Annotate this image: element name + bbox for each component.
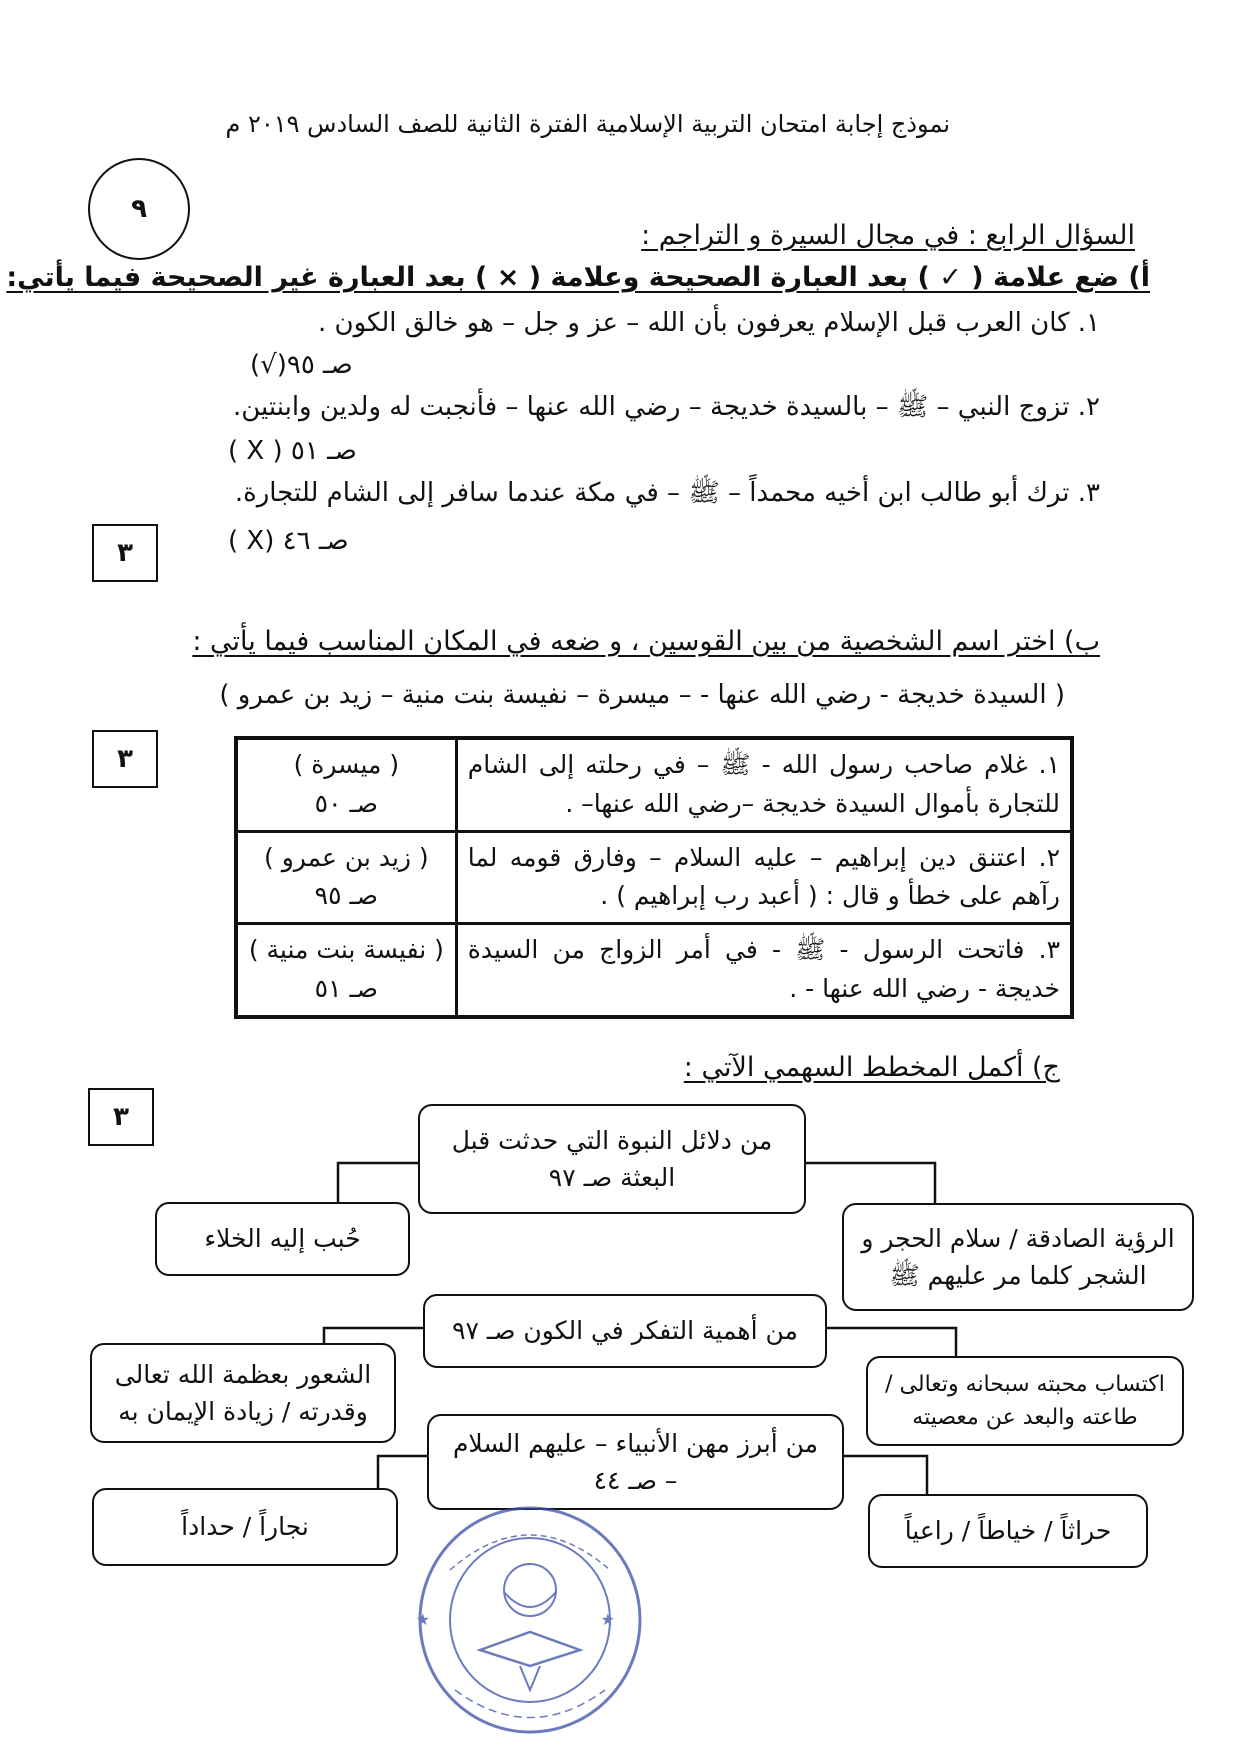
diagram-2-left: الشعور بعظمة الله تعالى وقدرته / زيادة الإيمان به [90,1343,396,1443]
page-number-circle [88,158,190,260]
table-row [236,738,1072,831]
part-c-score-box [88,1088,154,1146]
part-a-item-3: ٣. ترك أبو طالب ابن أخيه محمداً – ﷺ – في مكة عندما سافر إلى الشام للتجارة. [234,478,1100,508]
diagram-3-left: نجاراً / حداداً [92,1488,398,1566]
diagram-3-right: حراثاً / خياطاً / راعياً [868,1494,1148,1568]
diagram-1-left: حُبب إليه الخلاء [155,1202,410,1276]
diagram-2-right: اكتساب محبته سبحانه وتعالى / طاعته والبعد عن معصيته [866,1356,1184,1446]
part-c-instruction: ج) أكمل المخطط السهمي الآتي : [683,1052,1060,1083]
part-b-score: ٣ [117,744,133,774]
part-a-item-1: ١. كان العرب قبل الإسلام يعرفون بأن الله – عز و جل – هو خالق الكون . [317,308,1100,338]
table-answer: ( نفيسة بنت منية ) [248,935,444,964]
table-question: ١. غلام صاحب رسول الله - ﷺ – في رحلته إلى الشام للتجارة بأموال السيدة خديجة –رضي الله عنها– . [456,738,1072,831]
table-answer-page: صـ ٩٥ [314,881,379,911]
diagram-2-center: من أهمية التفكر في الكون صـ ٩٧ [423,1294,827,1368]
table-row [236,831,1072,924]
part-a-answer-3: صـ ٤٦ (X ) [228,526,349,556]
table-answer-cell [236,831,456,924]
page-number: ٩ [131,194,147,224]
table-answer-cell [236,924,456,1017]
official-stamp [410,1500,650,1740]
table-question: ٣. فاتحت الرسول - ﷺ - في أمر الزواج من السيدة خديجة - رضي الله عنها - . [456,924,1072,1017]
table-row [236,924,1072,1017]
diagram-1-center: من دلائل النبوة التي حدثت قبل البعثة صـ ٩٧ [418,1104,806,1214]
table-answer: ( ميسرة ) [293,750,400,779]
part-b-instruction: ب) اختر اسم الشخصية من بين القوسين ، و ضعه في المكان المناسب فيما يأتي : [192,626,1100,657]
part-a-answer-1: صـ ٩٥(√) [250,350,353,380]
svg-text:★: ★ [600,1610,615,1629]
part-a-score: ٣ [117,538,133,568]
question-title: السؤال الرابع : في مجال السيرة و التراجم : [641,220,1135,251]
diagram-1-right: الرؤية الصادقة / سلام الحجر و الشجر كلما مر عليهم ﷺ [842,1203,1194,1311]
svg-text:★: ★ [415,1610,430,1629]
diagram-3-center: من أبرز مهن الأنبياء – عليهم السلام – صـ ٤٤ [427,1414,844,1510]
part-a-answer-2: صـ ٥١ ( X ) [228,436,357,466]
table-answer-page: صـ ٥٠ [314,788,379,818]
part-b-score-box [92,730,158,788]
table-answer: ( زيد بن عمرو ) [264,842,429,872]
table-answer-page: صـ ٥١ [314,973,379,1003]
part-a-instruction: أ) ضع علامة ( ✓ ) بعد العبارة الصحيحة وعلامة ( × ) بعد العبارة غير الصحيحة فيما يأتي: [6,262,1150,293]
part-c-score: ٣ [113,1102,129,1132]
part-b-choices: ( السيدة خديجة - رضي الله عنها - – ميسرة – نفيسة بنت منية – زيد بن عمرو ) [219,680,1065,710]
part-a-score-box [92,524,158,582]
table-question: ٢. اعتنق دين إبراهيم – عليه السلام – وفارق قومه لما رآهم على خطأ و قال : ( أعبد رب إبراهيم ) . [456,831,1072,924]
table-answer-cell [236,738,456,831]
matching-table [234,736,1074,1019]
page-header-title: نموذج إجابة امتحان التربية الإسلامية الفترة الثانية للصف السادس ٢٠١٩ م [225,110,950,138]
part-a-item-2: ٢. تزوج النبي – ﷺ – بالسيدة خديجة – رضي الله عنها – فأنجبت له ولدين وابنتين. [232,392,1100,422]
